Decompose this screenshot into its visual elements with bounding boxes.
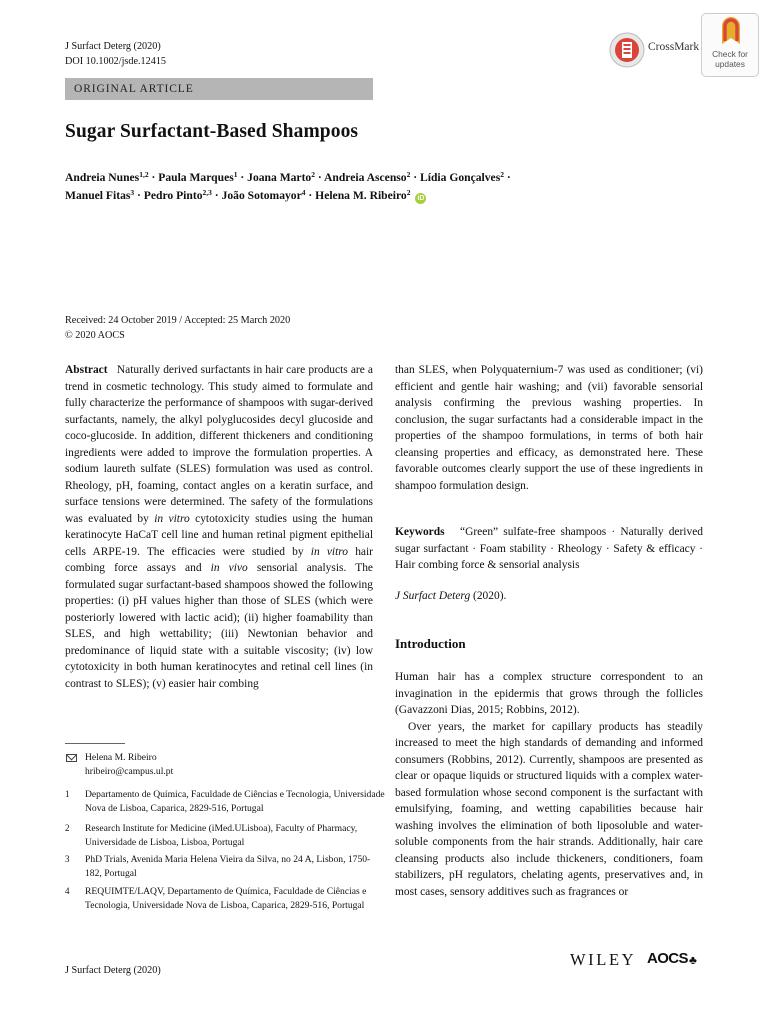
author-list: Andreia Nunes$^{1,2}$ · Paula Marques$^1$ · Joana Marto$^2$ · Andreia Ascenso$^2$ · Lídia Gonçalves$^2$ · Manuel Fitas$^3$ · Pedro Pinto$^{2,3}$ · João Sotomayor$^4$ · Helena M. Ribeiro$^2$ iD xyxy=(65,170,511,202)
citation-year: (2020). xyxy=(470,590,507,602)
author-name[interactable]: Lídia Gonçalves xyxy=(420,171,501,184)
orcid-icon[interactable]: iD xyxy=(417,194,425,202)
society-logo: AOCS xyxy=(647,950,688,967)
abstract-text: hair combing force assays and xyxy=(65,545,373,574)
author-name[interactable]: Helena M. Ribeiro xyxy=(315,188,407,202)
abstract-text: cytotoxicity studies using the human keratinocyte HaCaT cell line and human retinal pigment epithelial cells ARPE-19. The efficacies were studied by xyxy=(65,512,374,558)
affiliation-text: PhD Trials, Avenida Maria Helena Vieira da Silva, no 24 A, Lisbon, 1750-182, Portugal xyxy=(85,854,371,879)
author-name[interactable]: Andreia Nunes xyxy=(65,171,140,184)
affiliation-item xyxy=(65,853,385,881)
correspondence-note xyxy=(65,751,385,781)
author-name[interactable]: Pedro Pinto xyxy=(143,188,203,202)
affiliation-text: Research Institute for Medicine (iMed.ULisboa), Faculty of Pharmacy, Universidade de Lisboa, Lisboa, Portugal xyxy=(85,823,358,848)
introduction-heading: Introduction xyxy=(395,636,466,651)
abstract-italic: in vitro xyxy=(154,512,190,525)
check-for-updates-button[interactable] xyxy=(701,13,759,77)
author-affiliation: 2 xyxy=(406,187,411,197)
author-affiliation: 2 xyxy=(406,170,411,179)
abstract-italic: in vivo xyxy=(210,562,248,574)
affiliation-number: 1 xyxy=(65,789,70,799)
journal-citation: J Surfact Deterg (2020) xyxy=(65,41,161,52)
envelope-icon xyxy=(66,754,77,762)
keywords-text: “Green” sulfate-free shampoos · Naturally derived sugar surfactant · Foam stability · Rheology · Safety & efficacy · Hair combing force & sensorial analysis xyxy=(395,526,703,571)
abstract-label: Abstract xyxy=(65,364,108,376)
check-updates-label: Check for xyxy=(712,49,748,59)
check-updates-label-2: updates xyxy=(715,58,745,69)
introduction-paragraph: Human hair has a complex structure correspondent to an invagination in the epidermis that grows through the follicles (Gavazzoni Dias, 2015; Robbins, 2012). xyxy=(395,671,703,716)
affiliation-number: 2 xyxy=(65,823,70,833)
author-name[interactable]: João Sotomayor xyxy=(221,188,302,202)
author-affiliation: 3 xyxy=(130,187,135,197)
author-name[interactable]: Andreia Ascenso xyxy=(324,171,407,184)
keywords-block xyxy=(395,524,703,574)
corresponding-email[interactable]: hribeiro@campus.ul.pt xyxy=(85,765,174,777)
introduction-paragraph: Over years, the market for capillary products has steadily increased to meet the high standards of demanding and informed consumers (Robbins, 2012). Currently, shampoos are presented as clear or opaque liquids or structured liquids with a complex water-based formulation whose second component is the surfactant with emulsifying, foaming, and wetting capabilities because hair washing involves the elimination of both liposoluble and water-soluble components from the hair strands. Additionally, hair care cleansing products also include thickeners, conditioners, foam stabilizers, pH regulators, chelating agents, preservatives and, in most cases, sensory additives such as fragrances or xyxy=(395,720,703,898)
check-for-updates-icon xyxy=(702,14,760,50)
author-affiliation: 1,2 xyxy=(139,170,149,179)
footer-journal: J Surfact Deterg (2020) xyxy=(65,965,161,976)
affiliation-number: 3 xyxy=(65,854,70,864)
article-dates xyxy=(65,313,290,343)
affiliation-item xyxy=(65,822,385,850)
article-title: Sugar Surfactant-Based Shampoos xyxy=(65,121,359,142)
author-affiliation: 2,3 xyxy=(202,187,212,197)
keywords-label: Keywords xyxy=(395,526,445,538)
journal-citation-line xyxy=(395,590,506,602)
affiliation-text: REQUIMTE/LAQV, Departamento de Química, Faculdade de Ciências e Tecnologia, Universidade Nova de Lisboa, Caparica, 2829-516, Portugal xyxy=(85,886,367,911)
crossmark-icon[interactable] xyxy=(608,31,646,69)
abstract-italic: in vitro xyxy=(310,545,349,558)
society-logo-mark: ♣ xyxy=(689,953,697,967)
author-name[interactable]: Paula Marques xyxy=(158,171,234,184)
author-affiliation: 2 xyxy=(311,170,315,179)
article-type-banner: ORIGINAL ARTICLE xyxy=(65,78,373,100)
abstract-left-column xyxy=(65,362,373,692)
abstract-text: Naturally derived surfactants in hair care products are a trend in cosmetic technology. This study aimed to formulate and fully characterize the performance of shampoos with sugar-derived surfactants, namely, the alkyl polyglucosides decyl glucoside and coco-glucoside. In addition, different thickeners and conditioning ingredients were added to improve the formulation properties. A sodium laureth sulfate (SLES) formulation was used as control. Rheology, pH, foaming, contact angles on a keratin surface, and surface tensions were determined. The safety of the formulations was evaluated by xyxy=(65,364,373,525)
affiliation-item xyxy=(65,788,385,816)
author-name[interactable]: Joana Marto xyxy=(247,171,312,184)
affiliation-number: 4 xyxy=(65,886,70,896)
affiliation-item xyxy=(65,885,385,927)
crossmark-label[interactable]: CrossMark xyxy=(648,41,700,53)
received-accepted-dates: Received: 24 October 2019 / Accepted: 25 March 2020 xyxy=(65,315,291,326)
citation-journal: J Surfact Deterg xyxy=(395,590,471,602)
author-name[interactable]: Manuel Fitas xyxy=(65,188,131,202)
corresponding-author: Helena M. Ribeiro xyxy=(85,752,157,763)
author-affiliation: 4 xyxy=(301,187,306,197)
footnote-divider xyxy=(65,743,125,744)
author-affiliation: 2 xyxy=(500,170,504,179)
affiliation-text: Departamento de Química, Faculdade de Ciências e Tecnologia, Universidade Nova de Lisboa, Caparica, 2829-516, Portugal xyxy=(85,789,385,814)
abstract-continued: than SLES, when Polyquaternium-7 was used as conditioner; (vi) efficient and gentle hair washing; and (vii) favorable sensorial analysis confirming the previous washing properties. In conclusion, the sugar surfactants had a considerable impact in the properties of the shampoo formulations, in terms of both hair cleansing properties and efficacy, as demonstrated here. These favorable outcomes clearly support the use of these ingredients in shampoo formulation design. xyxy=(395,364,703,492)
publisher-logo: WILEY xyxy=(570,950,637,969)
introduction-body xyxy=(395,669,703,900)
doi[interactable]: DOI 10.1002/jsde.12415 xyxy=(65,56,167,67)
abstract-text: sensorial analysis. The formulated sugar surfactant-based shampoos showed the following properties: (i) pH values higher than those of SLES (which were posteriorly lowered with lactic acid); (ii) higher foamability than SLES, and high wettability; (iii) Newtonian behavior and predominance of liquid state with a suitable viscosity; (iv) low cytotoxicity in both human keratinocytes and retinal cell lines (in contrast to SLES); (v) easier hair combing xyxy=(65,562,373,690)
copyright-notice: © 2020 AOCS xyxy=(65,330,125,341)
author-affiliation: 1 xyxy=(233,170,238,179)
